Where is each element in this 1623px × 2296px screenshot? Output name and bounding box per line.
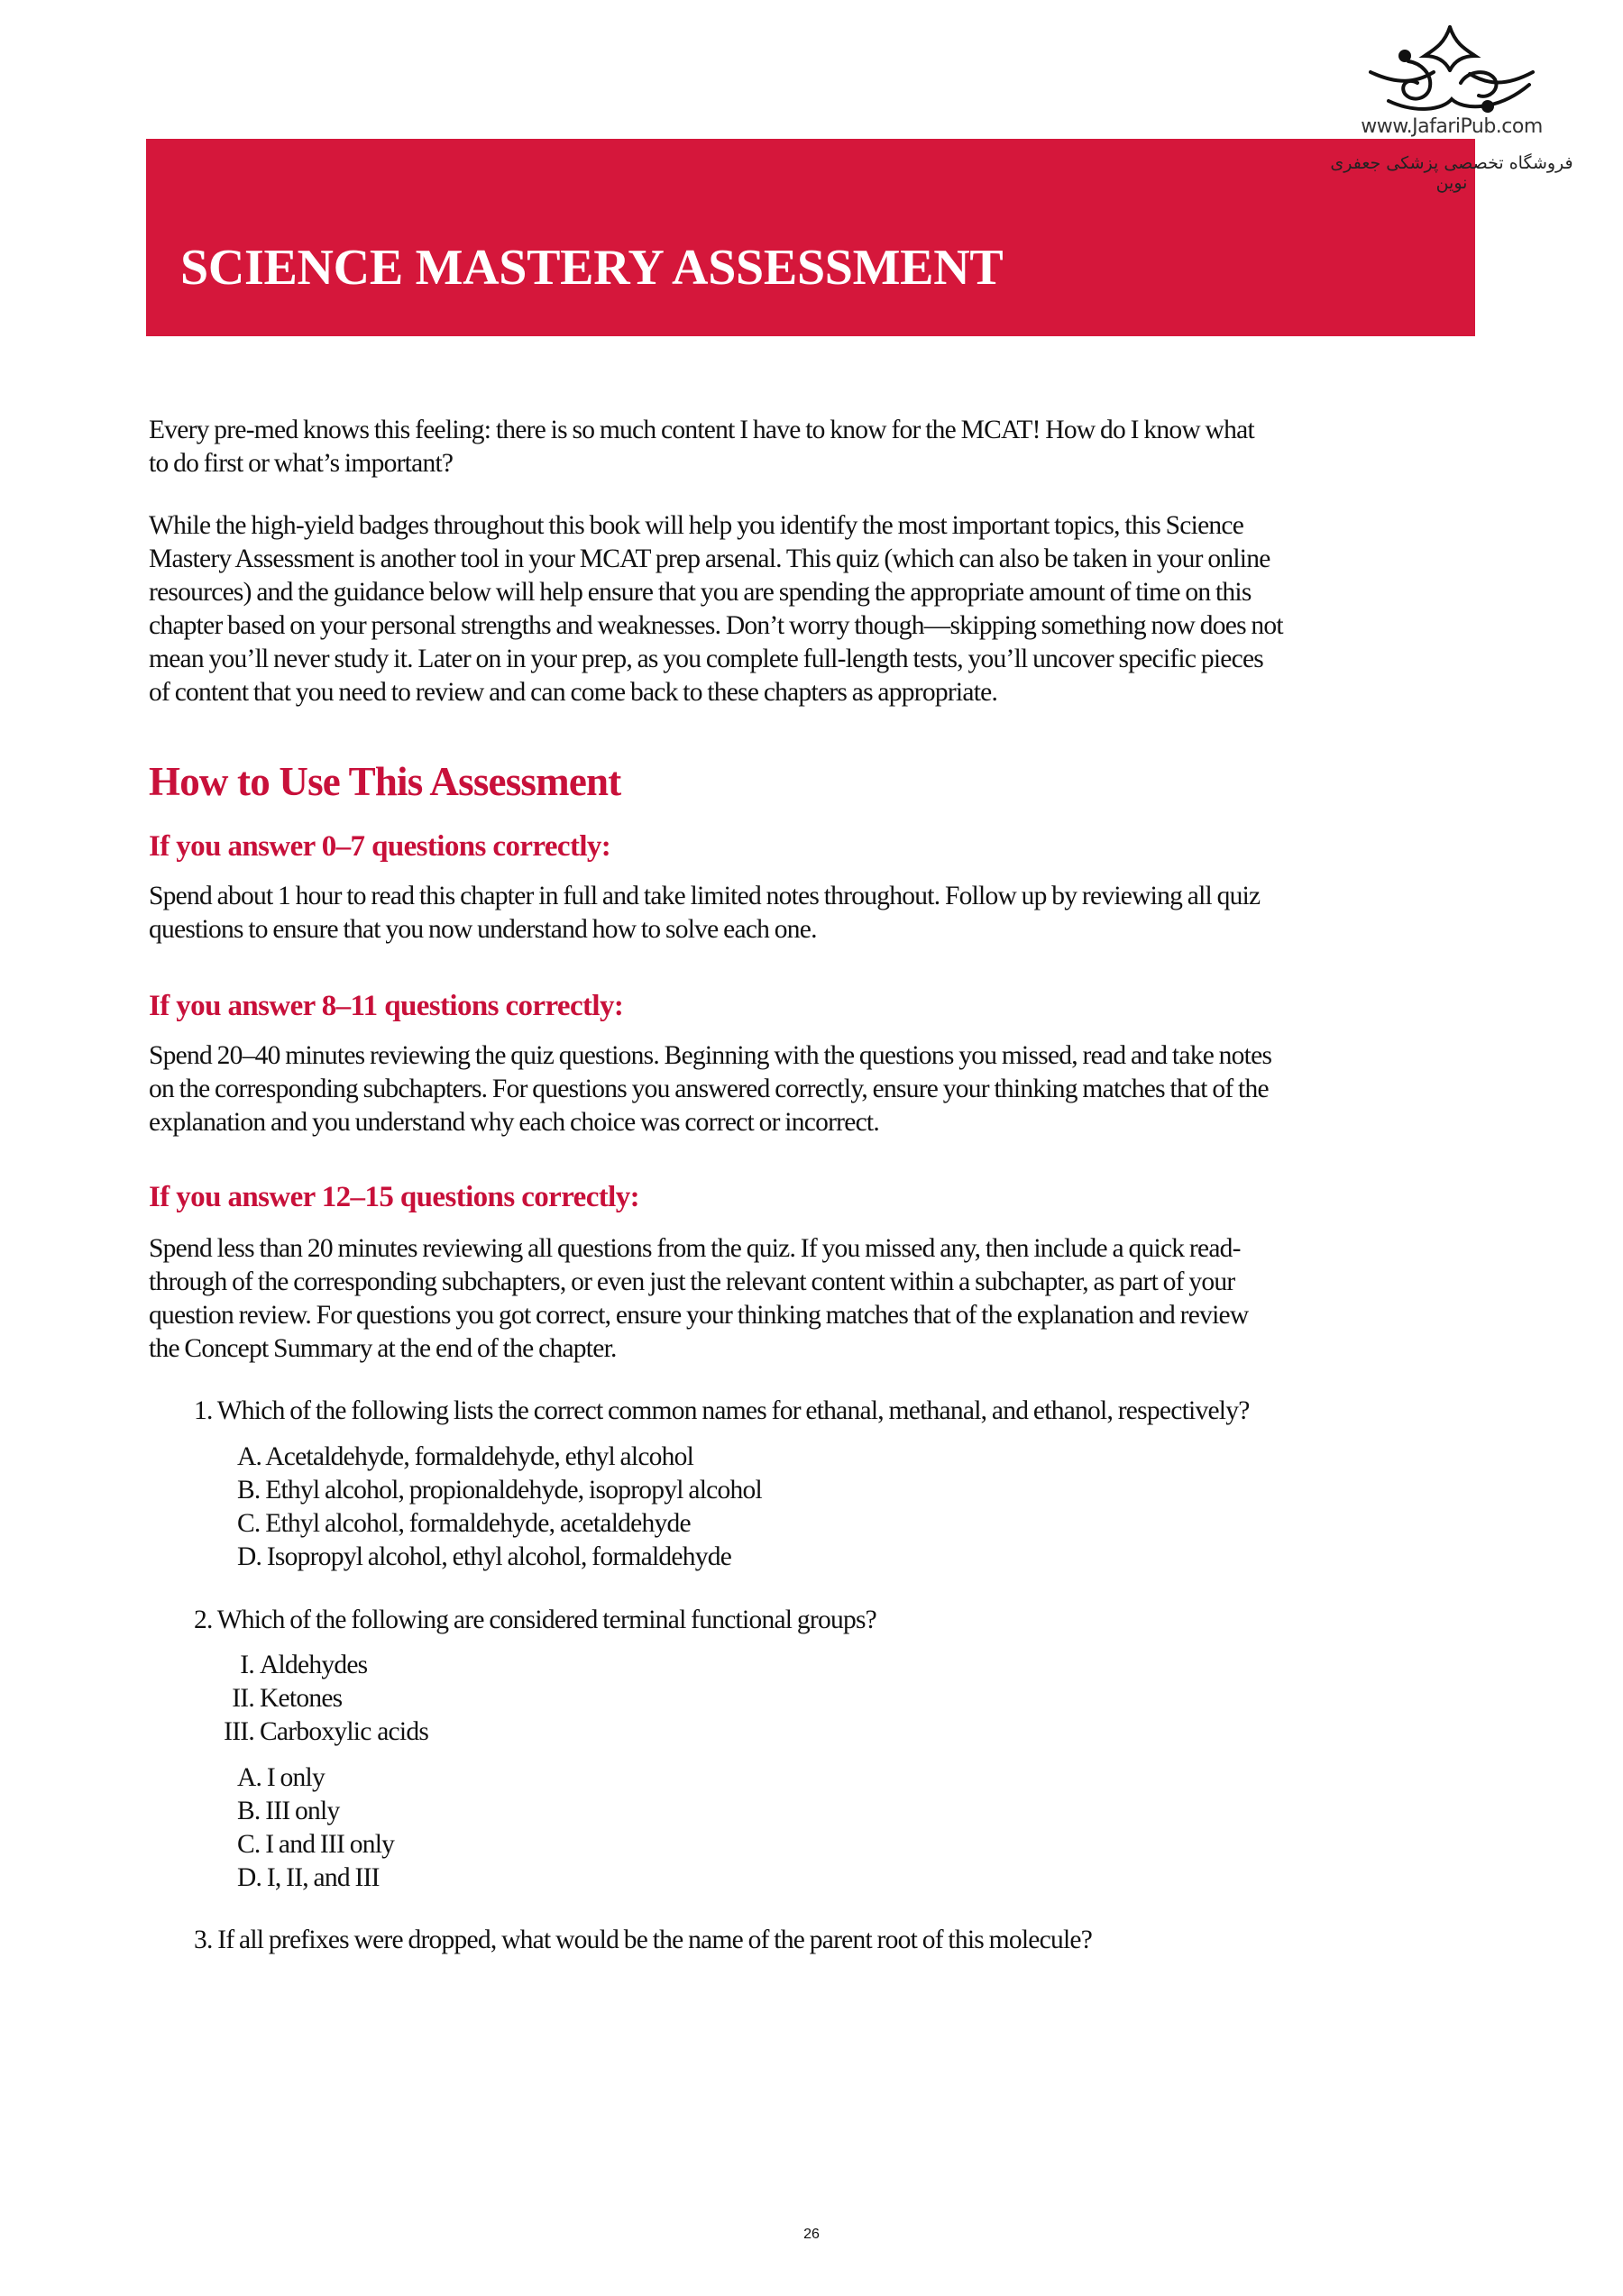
subsection-heading: If you answer 0–7 questions correctly: [149, 830, 611, 863]
statement-iii [198, 1719, 428, 1746]
option-label: A. [237, 1763, 262, 1792]
option-label: A. [237, 1442, 262, 1471]
question-number: 3. [194, 1926, 213, 1954]
option-text: I, II, and III [266, 1863, 380, 1892]
question-stem [194, 1927, 1092, 1954]
text-line: Spend 20–40 minutes reviewing the quiz questions. Beginning with the questions you missed, read and take notes [149, 1041, 1272, 1070]
question-text: If all prefixes were dropped, what would be the name of the parent root of this molecule? [217, 1926, 1093, 1954]
option-text: Ethyl alcohol, propionaldehyde, isopropyl alcohol [265, 1476, 762, 1505]
statement-label: III. [224, 1717, 254, 1746]
question-number: 1. [194, 1396, 213, 1425]
text-line: explanation and you understand why each choice was correct or incorrect. [149, 1108, 879, 1137]
text-line: through of the corresponding subchapters, or even just the relevant content within a subchapter, as part of your [149, 1267, 1235, 1296]
chapter-banner [146, 139, 1475, 336]
question-stem [194, 1398, 1250, 1425]
option-label: C. [237, 1509, 261, 1538]
page-number: 26 [803, 2227, 820, 2242]
subsection-heading: If you answer 8–11 questions correctly: [149, 990, 624, 1022]
option-label: D. [237, 1863, 262, 1892]
option-label: D. [237, 1542, 262, 1571]
option-label: B. [237, 1797, 261, 1825]
option-text: III only [265, 1797, 340, 1825]
answer-option-b[interactable] [237, 1798, 339, 1825]
publisher-tagline: فروشگاه تخصصی پزشکی جعفری نوین [1330, 153, 1573, 193]
text-line: While the high-yield badges throughout this book will help you identify the most important topics, this Science [149, 511, 1244, 540]
answer-option-c[interactable] [237, 1832, 394, 1859]
option-text: Ethyl alcohol, formaldehyde, acetaldehyde [265, 1509, 691, 1538]
option-text: I and III only [265, 1830, 395, 1859]
text-line: resources) and the guidance below will help ensure that you are spending the appropriate amount of time on this [149, 578, 1252, 607]
text-line: Every pre-med knows this feeling: there is so much content I have to know for the MCAT! How do I know what [149, 416, 1254, 444]
section-heading: How to Use This Assessment [149, 759, 621, 804]
answer-option-d[interactable] [237, 1544, 731, 1571]
text-line: of content that you need to review and can come back to these chapters as appropriate. [149, 678, 998, 707]
question-text: Which of the following are considered terminal functional groups? [216, 1605, 877, 1634]
answer-option-c[interactable] [237, 1511, 691, 1538]
text-line: on the corresponding subchapters. For questions you answered correctly, ensure your thinking matches that of the [149, 1075, 1269, 1103]
statement-text: Aldehydes [260, 1651, 368, 1679]
question-stem [194, 1607, 876, 1634]
answer-option-a[interactable] [237, 1444, 693, 1471]
statement-ii [198, 1686, 342, 1713]
jafaripub-logo-icon [1352, 20, 1551, 119]
statement-text: Ketones [260, 1684, 343, 1713]
publisher-url: www.JafariPub.com [1361, 115, 1543, 138]
question-number: 2. [194, 1605, 213, 1634]
text-line: to do first or what’s important? [149, 449, 454, 478]
option-label: C. [237, 1830, 261, 1859]
text-line: chapter based on your personal strengths and weaknesses. Don’t worry though—skipping something now does not [149, 611, 1283, 640]
page-title: SCIENCE MASTERY ASSESSMENT [180, 240, 1004, 296]
answer-option-a[interactable] [237, 1765, 325, 1792]
answer-option-d[interactable] [237, 1865, 380, 1892]
option-label: B. [237, 1476, 261, 1505]
text-line: question review. For questions you got correct, ensure your thinking matches that of the explanation and review [149, 1301, 1249, 1330]
text-line: Mastery Assessment is another tool in your MCAT prep arsenal. This quiz (which can also be taken in your online [149, 544, 1270, 573]
option-text: Isopropyl alcohol, ethyl alcohol, formaldehyde [266, 1542, 732, 1571]
statement-label: I. [240, 1651, 254, 1679]
option-text: I only [266, 1763, 325, 1792]
statement-label: II. [232, 1684, 254, 1713]
statement-i [198, 1652, 367, 1679]
text-line: Spend about 1 hour to read this chapter in full and take limited notes throughout. Follow up by reviewing all quiz [149, 882, 1261, 910]
statement-text: Carboxylic acids [260, 1717, 429, 1746]
text-line: the Concept Summary at the end of the chapter. [149, 1334, 617, 1363]
text-line: mean you’ll never study it. Later on in your prep, as you complete full-length tests, you’ll uncover specific pieces [149, 645, 1264, 673]
subsection-heading: If you answer 12–15 questions correctly: [149, 1181, 639, 1213]
text-line: Spend less than 20 minutes reviewing all questions from the quiz. If you missed any, then include a quick read- [149, 1234, 1241, 1263]
text-line: questions to ensure that you now understand how to solve each one. [149, 915, 817, 944]
option-text: Acetaldehyde, formaldehyde, ethyl alcohol [265, 1442, 694, 1471]
answer-option-b[interactable] [237, 1477, 762, 1505]
question-text: Which of the following lists the correct common names for ethanal, methanal, and ethanol, respectively? [216, 1396, 1250, 1425]
